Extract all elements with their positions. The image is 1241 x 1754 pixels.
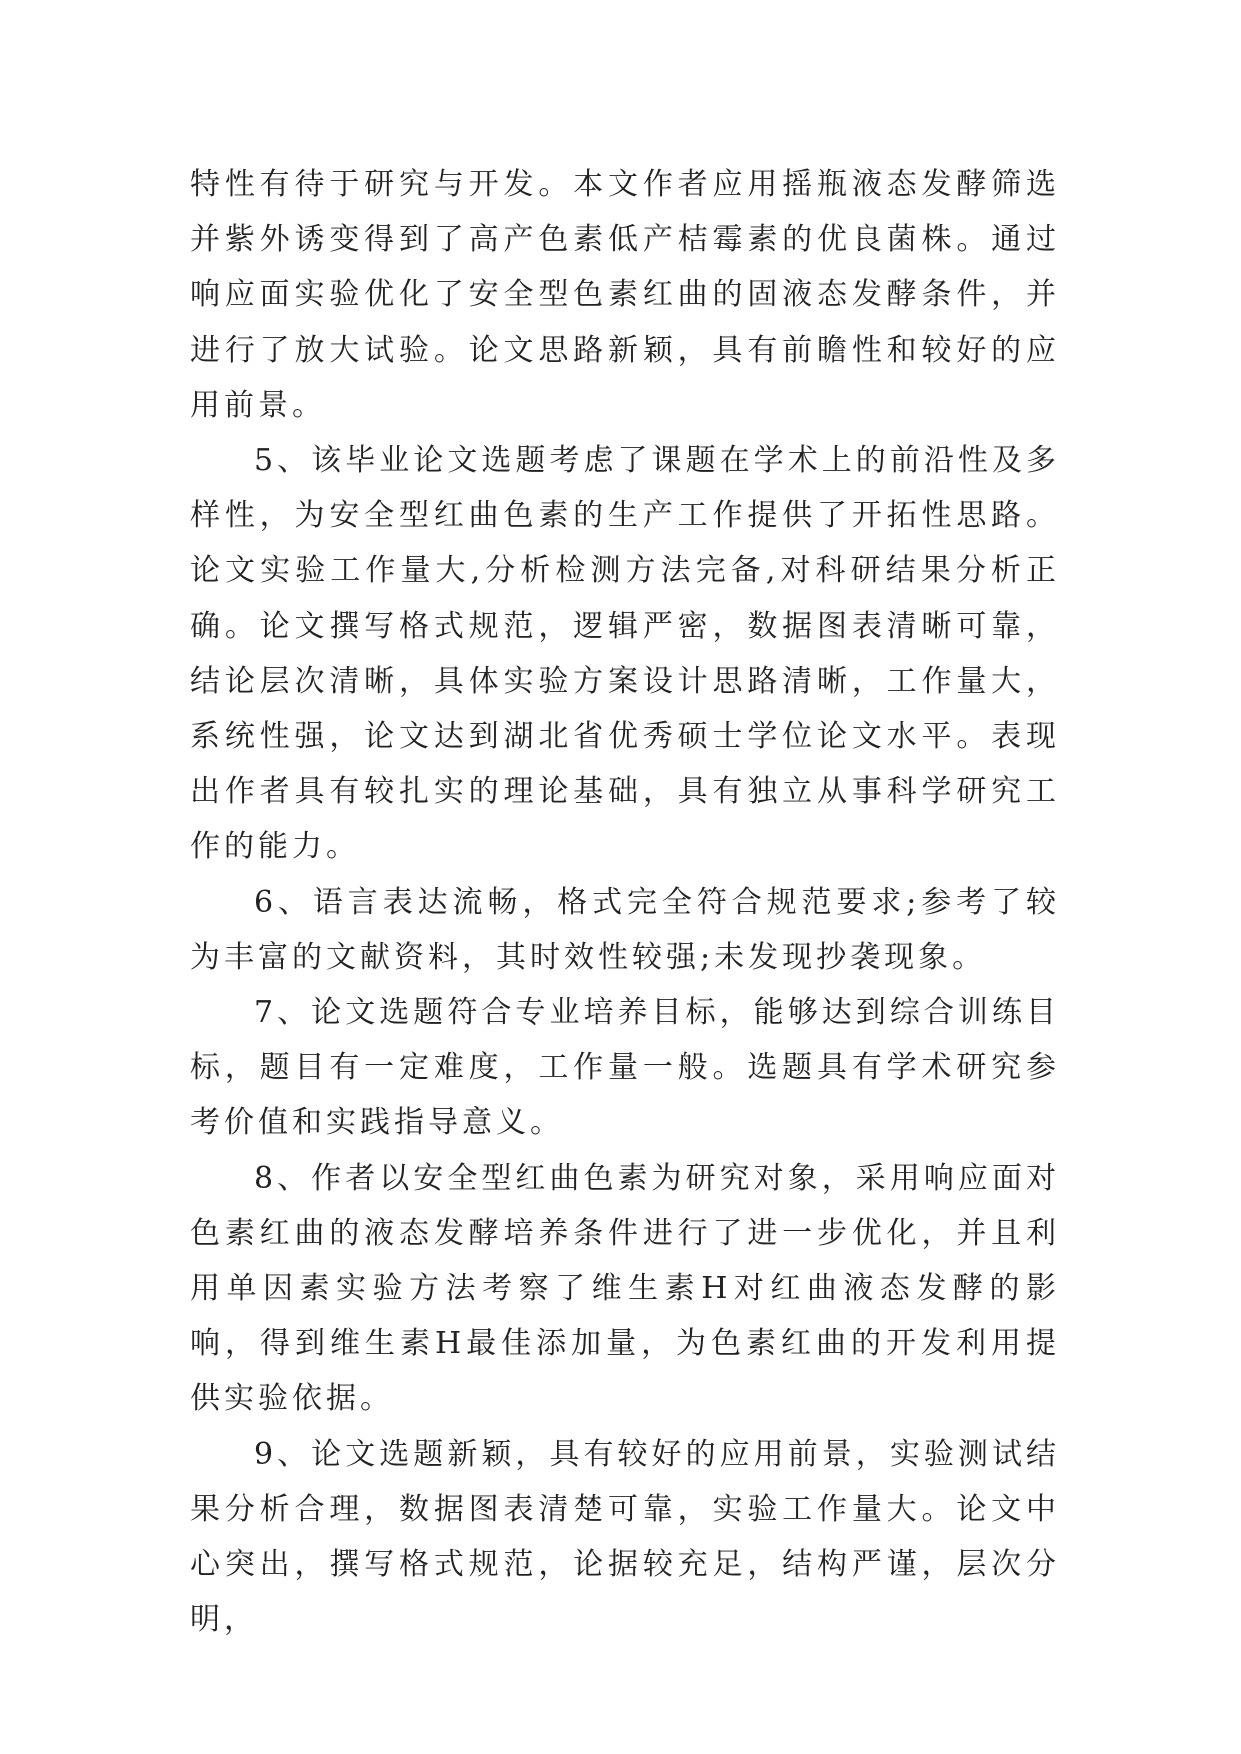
paragraph-item-7: 7、论文选题符合专业培养目标，能够达到综合训练目标，题目有一定难度，工作量一般。选题具有学术研究参考价值和实践指导意义。 [190,995,1060,1141]
document-body [190,157,1060,1647]
paragraph-item-9: 9、论文选题新颖，具有较好的应用前景，实验测试结果分析合理，数据图表清楚可靠，实验工作量大。论文中心突出，撰写格式规范，论据较充足，结构严谨，层次分明， [190,1436,1060,1638]
paragraph-item-5: 5、该毕业论文选题考虑了课题在学术上的前沿性及多样性，为安全型红曲色素的生产工作提供了开拓性思路。论文实验工作量大,分析检测方法完备,对科研结果分析正确。论文撰写格式规范，逻辑严密，数据图表清晰可靠，结论层次清晰，具体实验方案设计思路清晰，工作量大，系统性强，论文达到湖北省优秀硕士学位论文水平。表现出作者具有较扎实的理论基础，具有独立从事科学研究工作的能力。 [190,443,1060,865]
paragraph-continuation: 特性有待于研究与开发。本文作者应用摇瓶液态发酵筛选并紫外诱变得到了高产色素低产桔霉素的优良菌株。通过响应面实验优化了安全型色素红曲的固液态发酵条件，并进行了放大试验。论文思路新颖，具有前瞻性和较好的应用前景。 [190,167,1060,423]
paragraph-item-8: 8、作者以安全型红曲色素为研究对象，采用响应面对色素红曲的液态发酵培养条件进行了进一步优化，并且利用单因素实验方法考察了维生素H对红曲液态发酵的影响，得到维生素H最佳添加量，为色素红曲的开发利用提供实验依据。 [190,1160,1060,1417]
paragraph-item-6: 6、语言表达流畅，格式完全符合规范要求;参考了较为丰富的文献资料，其时效性较强;未发现抄袭现象。 [190,884,1060,975]
